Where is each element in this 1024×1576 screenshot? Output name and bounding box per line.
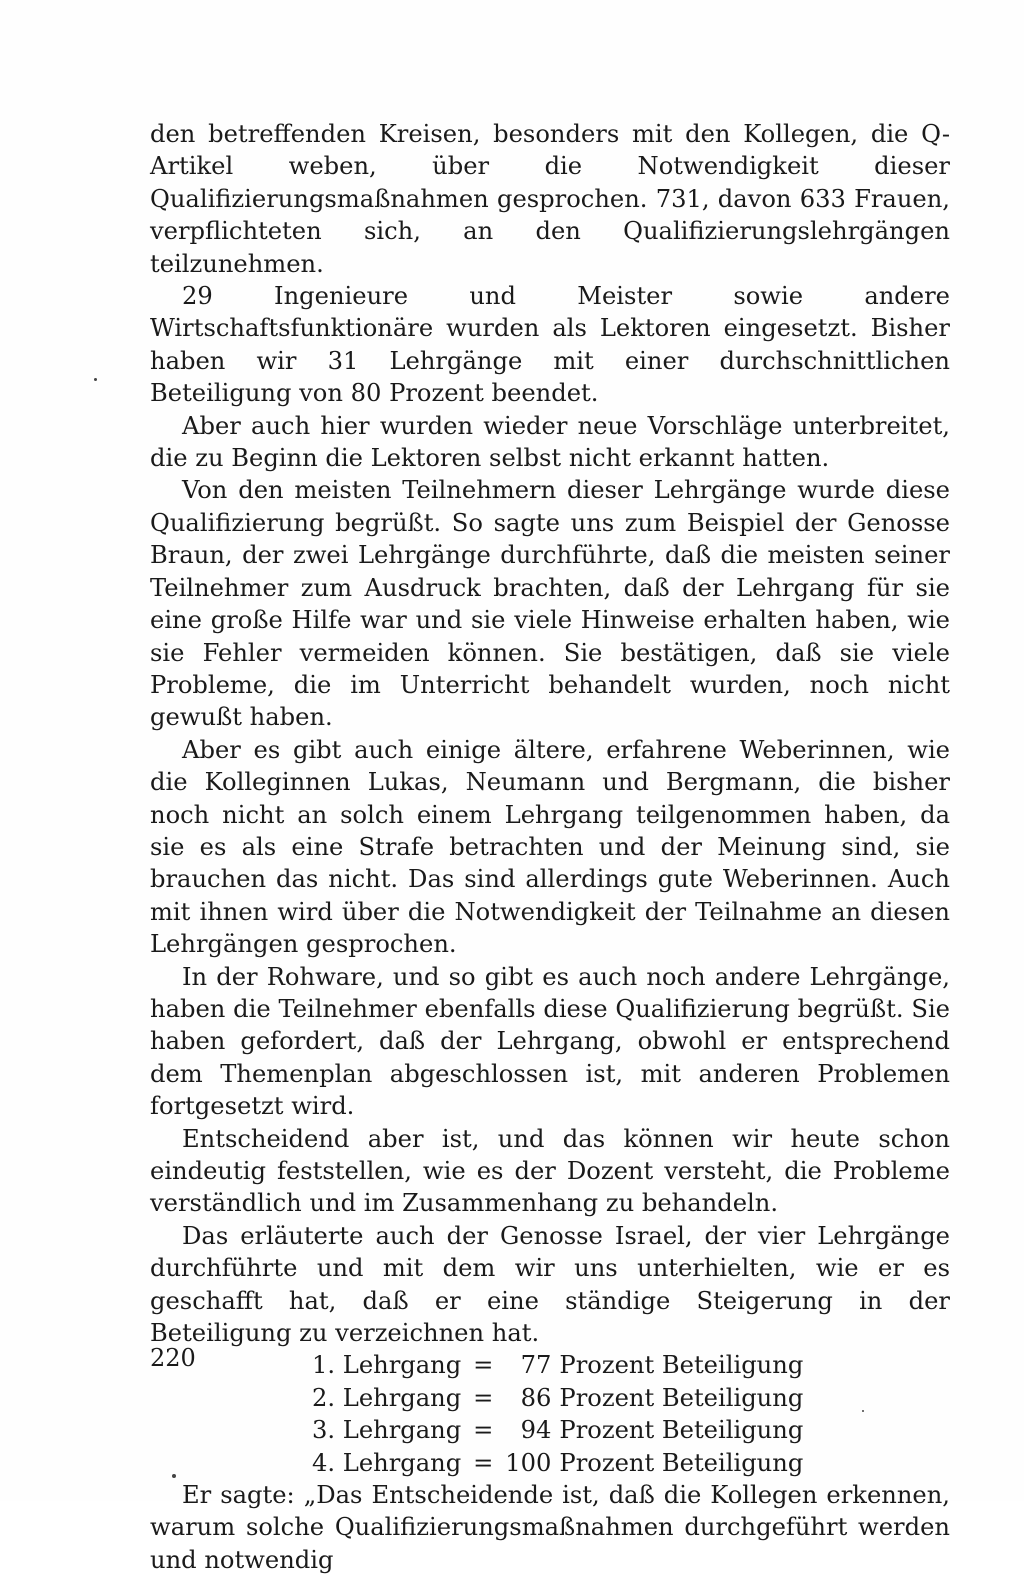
table-row bbox=[312, 1349, 803, 1381]
participation-unit: Prozent Beteiligung bbox=[559, 1351, 804, 1380]
paragraph-2: 29 Ingenieure und Meister sowie andere Wirtschaftsfunktionäre wurden als Lektoren eingesetzt. Bisher haben wir 31 Lehrgänge mit einer durchschnittlichen Beteiligung von 80 Prozent beendet. bbox=[150, 282, 950, 408]
equals-sign: = bbox=[473, 1383, 494, 1412]
paragraph-8: Das erläuterte auch der Genosse Israel, der vier Lehrgänge durchführte und mit dem wir uns unterhielten, wie er es geschafft hat, daß er eine ständige Steigerung in der Beteiligung zu verzeichnen hat. bbox=[150, 1221, 950, 1348]
paragraph-7: Entscheidend aber ist, und das können wir heute schon eindeutig feststellen, wie es der Dozent versteht, die Probleme verständlich und im Zusammenhang zu behandeln. bbox=[150, 1124, 950, 1218]
participation-unit: Prozent Beteiligung bbox=[559, 1416, 804, 1445]
participation-value: 77 bbox=[520, 1351, 552, 1380]
participation-value: 100 bbox=[505, 1448, 552, 1477]
participation-value: 94 bbox=[520, 1416, 552, 1445]
paragraph-1: den betreffenden Kreisen, besonders mit den Kollegen, die Q-Artikel weben, über die Notwendigkeit dieser Qualifizierungsmaßnahmen gesprochen. 731, davon 633 Frauen, verpflichteten sich, an den Qualifizierungslehrgängen teilzunehmen. bbox=[150, 120, 950, 278]
participation-unit: Prozent Beteiligung bbox=[559, 1448, 804, 1477]
page-number: 220 bbox=[150, 1344, 196, 1372]
paragraph-5: Aber es gibt auch einige ältere, erfahrene Weberinnen, wie die Kolleginnen Lukas, Neumann und Bergmann, die bisher noch nicht an solch einem Lehrgang teilgenommen haben, da sie es als eine Strafe betrachten und der Meinung sind, sie brauchen das nicht. Das sind allerdings gute Weberinnen. Auch mit ihnen wird über die Notwendigkeit der Teilnahme an diesen Lehrgängen gesprochen. bbox=[150, 735, 950, 959]
paragraph-6: In der Rohware, und so gibt es auch noch andere Lehrgänge, haben die Teilnehmer ebenfalls diese Qualifizierung begrüßt. Sie haben gefordert, daß der Lehrgang, obwohl er entsprechend dem Themenplan abgeschlossen ist, mit anderen Problemen fortgesetzt wird. bbox=[150, 962, 950, 1121]
course-label: 1. Lehrgang bbox=[312, 1351, 462, 1380]
body-text bbox=[150, 118, 950, 1576]
course-label: 4. Lehrgang bbox=[312, 1448, 462, 1477]
equals-sign: = bbox=[473, 1416, 494, 1445]
participation-value: 86 bbox=[520, 1383, 552, 1412]
scan-speck bbox=[172, 1474, 176, 1478]
equals-sign: = bbox=[473, 1351, 494, 1380]
participation-unit: Prozent Beteiligung bbox=[559, 1383, 804, 1412]
closing-paragraph: Er sagte: „Das Entscheidende ist, daß die Kollegen erkennen, warum solche Qualifizierungsmaßnahmen durchgeführt werden und notwendig bbox=[150, 1481, 950, 1574]
table-row bbox=[312, 1414, 803, 1446]
paragraph-4: Von den meisten Teilnehmern dieser Lehrgänge wurde diese Qualifizierung begrüßt. So sagte uns zum Beispiel der Genosse Braun, der zwei Lehrgänge durchführte, daß die meisten seiner Teilnehmer zum Ausdruck brachten, daß der Lehrgang für sie eine große Hilfe war und sie viele Hinweise erhalten haben, wie sie Fehler vermeiden können. Sie bestätigen, daß sie viele Probleme, die im Unterricht behandelt wurden, noch nicht gewußt haben. bbox=[150, 476, 950, 732]
table-row bbox=[312, 1382, 803, 1414]
scan-speck bbox=[94, 378, 97, 381]
course-label: 2. Lehrgang bbox=[312, 1383, 462, 1412]
table-row bbox=[312, 1447, 803, 1479]
scan-speck bbox=[862, 1410, 864, 1412]
paragraph-3: Aber auch hier wurden wieder neue Vorschläge unterbreitet, die zu Beginn die Lektoren selbst nicht erkannt hatten. bbox=[150, 411, 950, 473]
course-label: 3. Lehrgang bbox=[312, 1416, 462, 1445]
participation-table bbox=[312, 1349, 803, 1479]
equals-sign: = bbox=[473, 1448, 494, 1477]
